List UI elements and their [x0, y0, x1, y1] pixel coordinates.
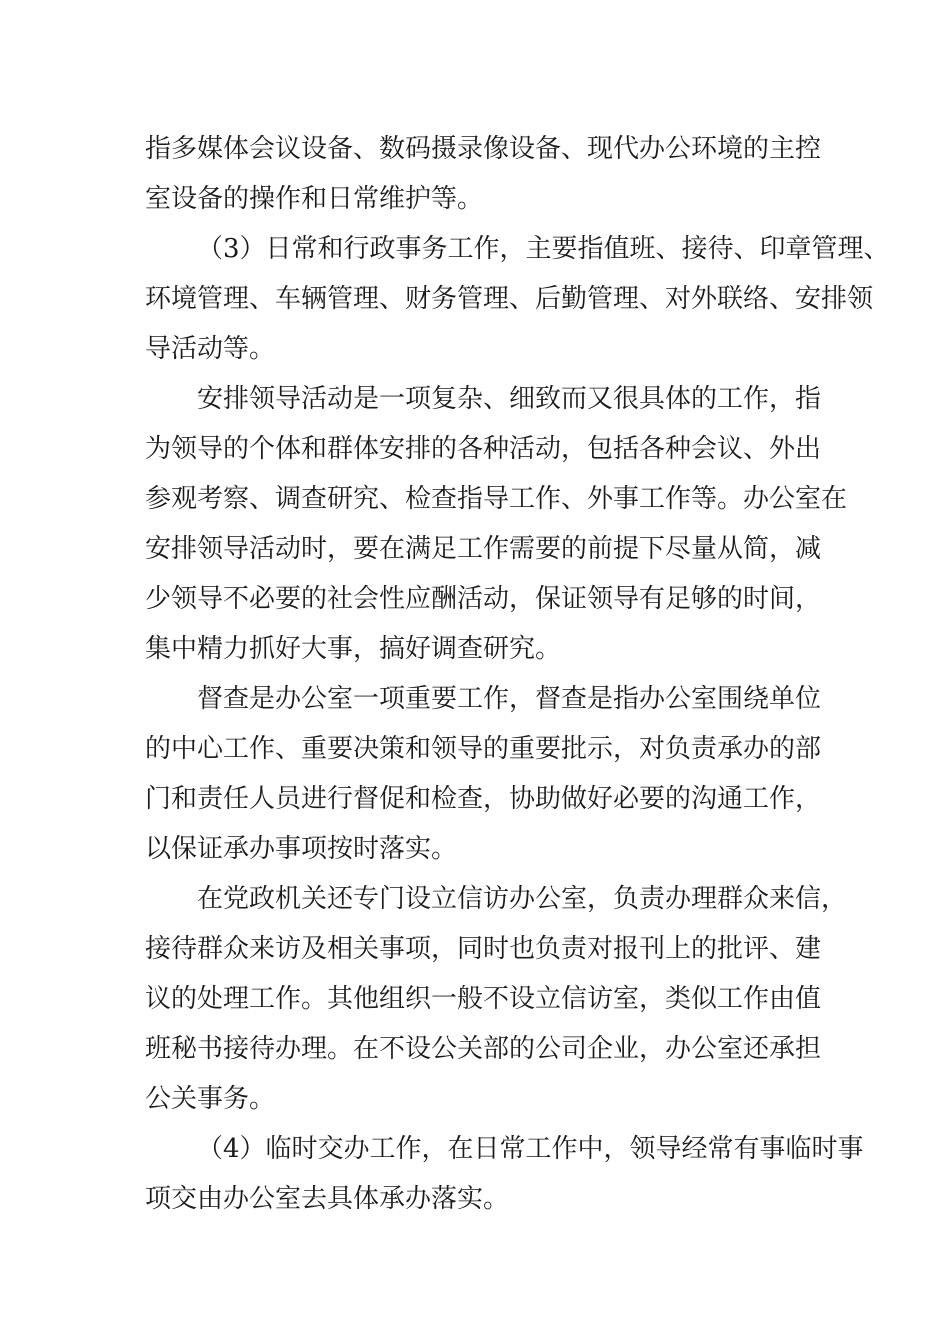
paragraph	[145, 1124, 864, 1224]
paragraph	[145, 124, 825, 224]
document-body	[145, 124, 890, 1224]
text-line: 督查是办公室一项重要工作，督查是指办公室围绕单位	[197, 684, 822, 714]
paragraph	[145, 374, 848, 674]
text-line: 为领导的个体和群体安排的各种活动，包括各种会议、外出	[145, 434, 822, 464]
text-line: 安排领导活动时，要在满足工作需要的前提下尽量从简，减	[145, 534, 822, 564]
text-line: 环境管理、车辆管理、财务管理、后勤管理、对外联络、安排领	[145, 284, 874, 314]
text-line: 门和责任人员进行督促和检查，协助做好必要的沟通工作，	[145, 784, 822, 814]
text-line: 导活动等。	[145, 334, 276, 364]
text-line: 安排领导活动是一项复杂、细致而又很具体的工作，指	[197, 384, 822, 414]
text-line: 室设备的操作和日常维护等。	[145, 184, 484, 214]
text-line: 接待群众来访及相关事项，同时也负责对报刊上的批评、建	[145, 934, 822, 964]
text-line: 少领导不必要的社会性应酬活动，保证领导有足够的时间，	[145, 584, 822, 614]
text-line: （4）临时交办工作，在日常工作中，领导经常有事临时事	[197, 1134, 864, 1164]
paragraph	[145, 224, 890, 374]
text-line: 以保证承办事项按时落实。	[145, 834, 458, 864]
text-line: 的中心工作、重要决策和领导的重要批示，对负责承办的部	[145, 734, 822, 764]
paragraph	[145, 674, 825, 874]
text-line: 指多媒体会议设备、数码摄录像设备、现代办公环境的主控	[145, 134, 822, 164]
text-line: 集中精力抓好大事，搞好调查研究。	[145, 634, 562, 664]
paragraph	[145, 874, 848, 1124]
text-line: 在党政机关还专门设立信访办公室，负责办理群众来信，	[197, 884, 848, 914]
text-line: 议的处理工作。其他组织一般不设立信访室，类似工作由值	[145, 984, 822, 1014]
text-line: 项交由办公室去具体承办落实。	[145, 1184, 510, 1214]
text-line: 班秘书接待办理。在不设公关部的公司企业，办公室还承担	[145, 1034, 822, 1064]
text-line: 公关事务。	[145, 1084, 276, 1114]
text-line: （3）日常和行政事务工作，主要指值班、接待、印章管理、	[197, 234, 890, 264]
text-line: 参观考察、调查研究、检查指导工作、外事工作等。办公室在	[145, 484, 848, 514]
